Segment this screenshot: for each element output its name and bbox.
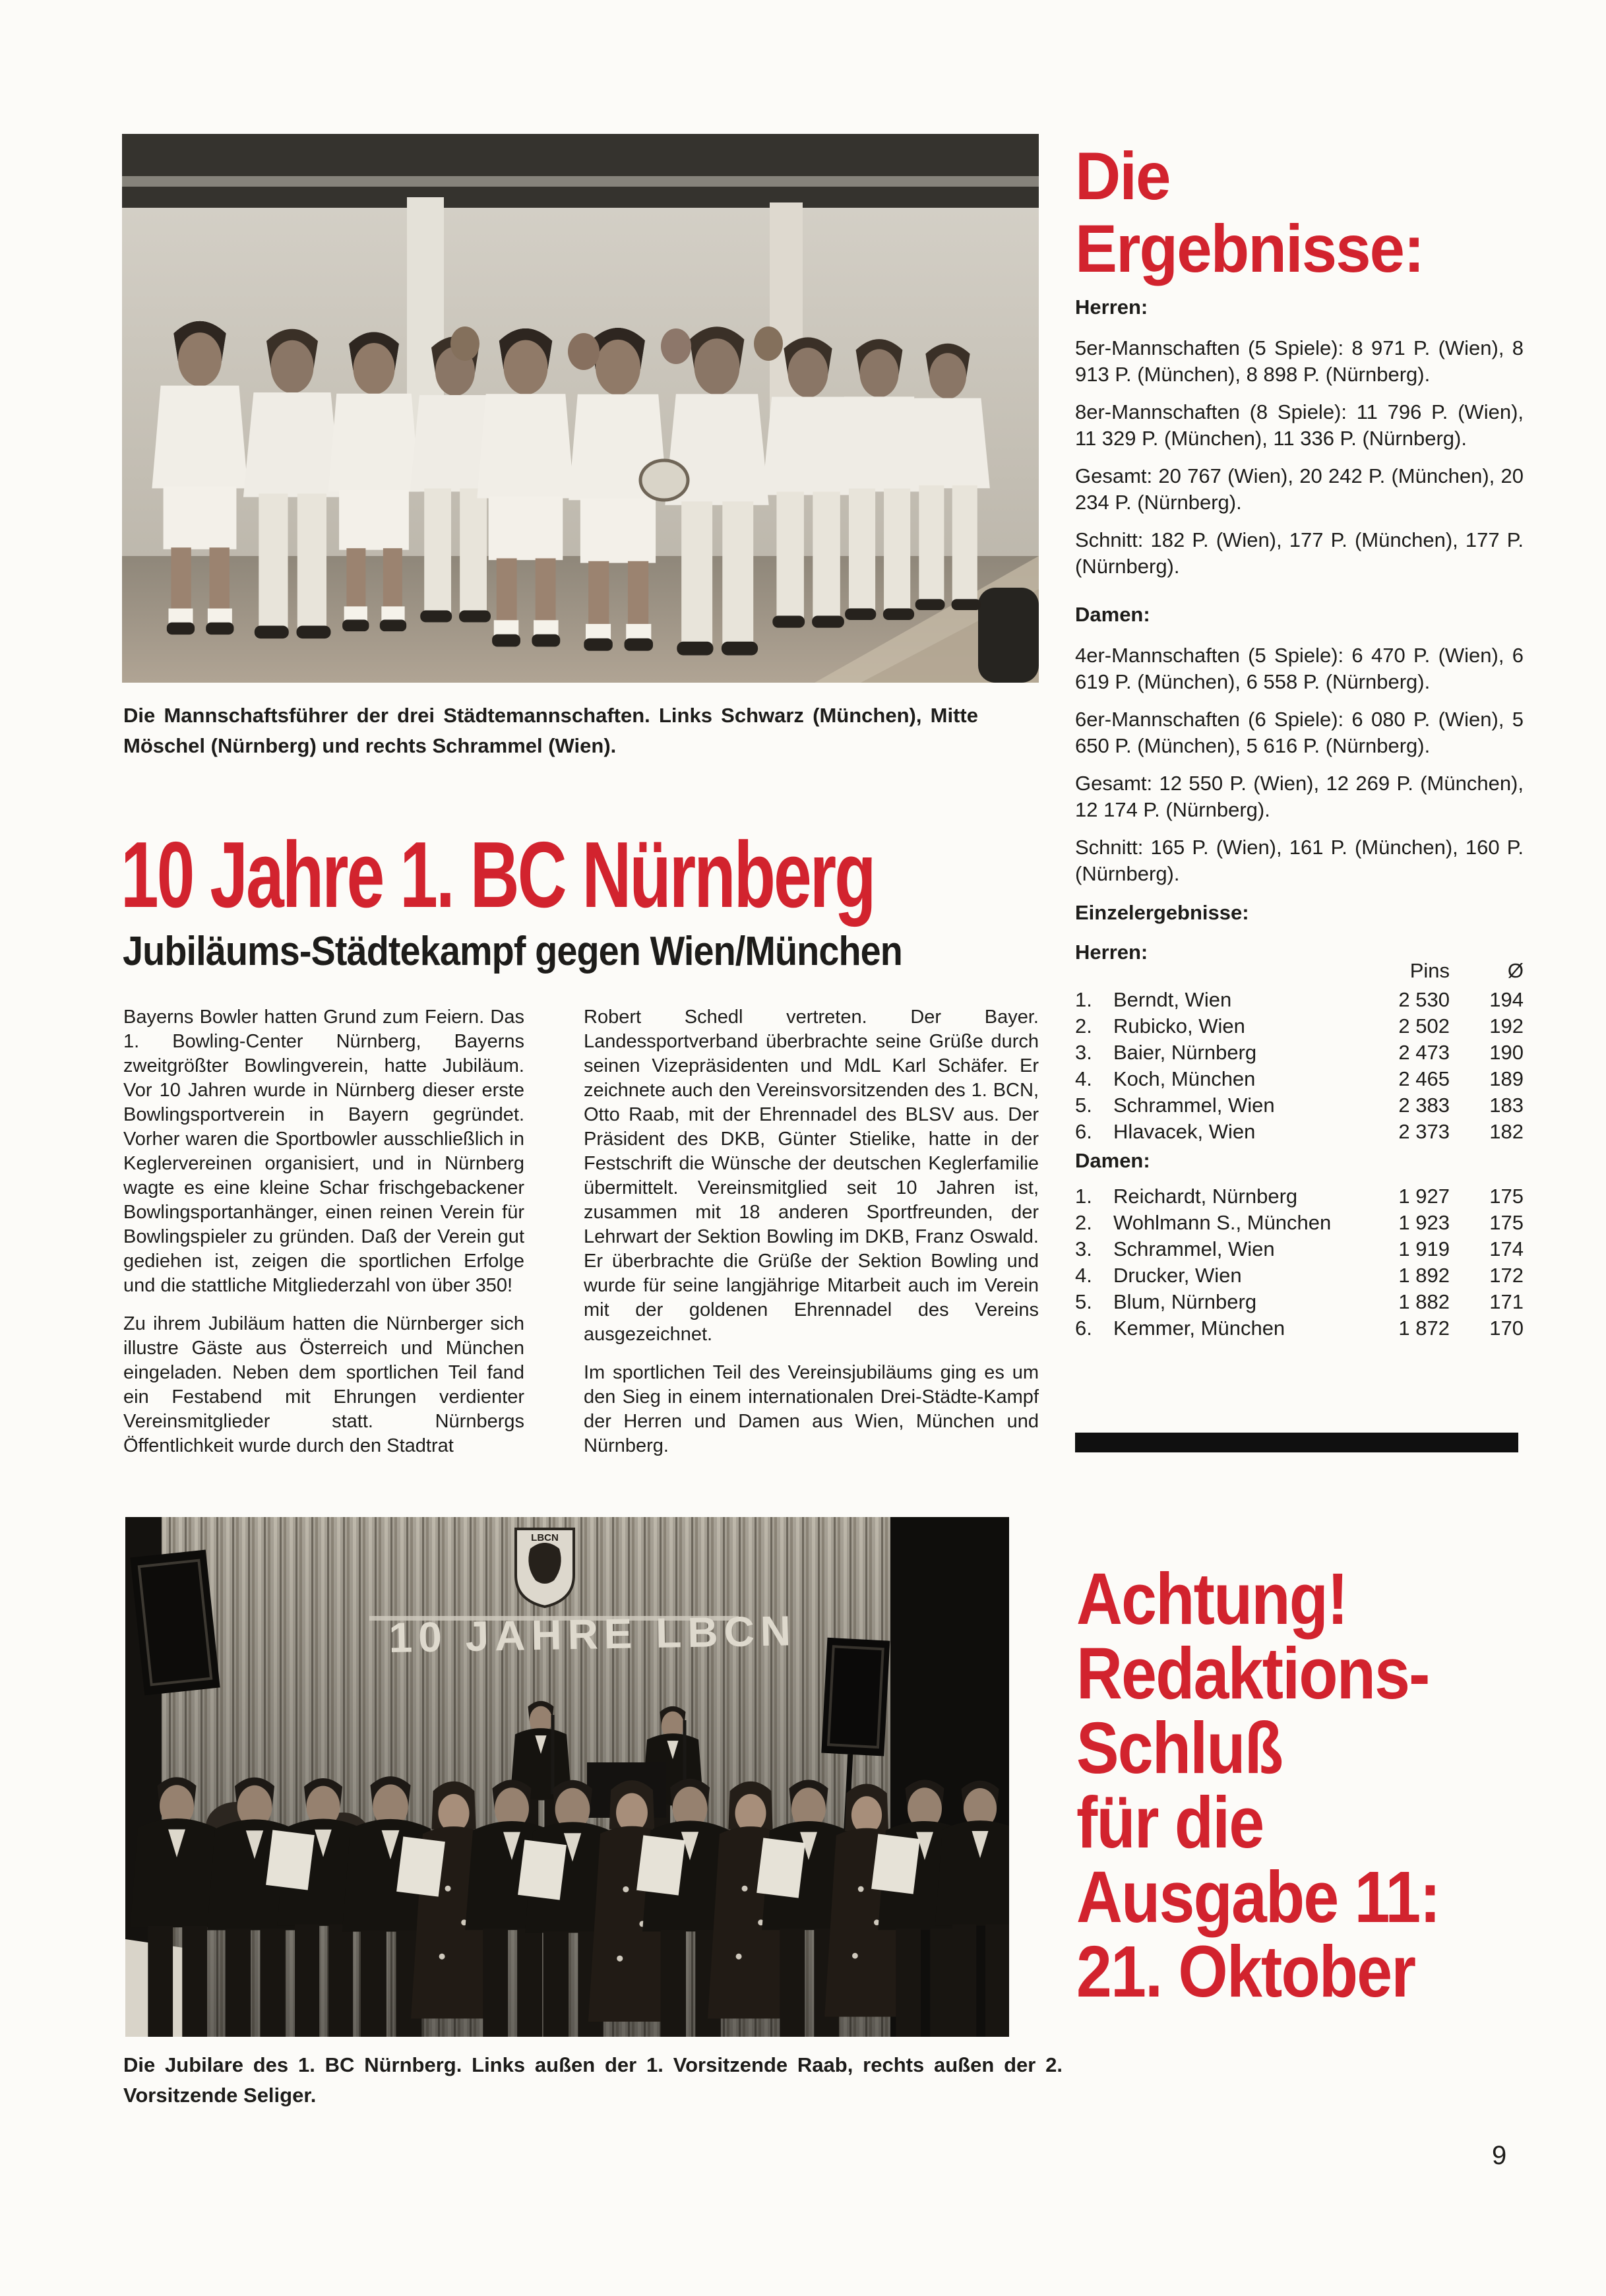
article-paragraph: Bayerns Bowler hatten Grund zum Feiern. Das 1. Bowling-Center Nürnberg, Bayerns zweitgrößter Bowlingverein, hatte Jubiläum. Vor 10 Jahren wurde in Nürnberg dieser erste Bowlingsportverein in Bayern gegründet. Vorher waren die Sportbowler ausschließlich in Keglervereinen organisiert, und in Nürnberg wagte es eine kleine Schar frischgebackener Bowlingsportanhänger, einen reinen Verein für Bowlingspieler zu gründen. Daß der Verein gut gediehen ist, zeigen die sportlichen Erfolge und die stattliche Mitgliederzahl von über 350! [123, 1007, 524, 1296]
pins-column-header: Pins [1409, 959, 1450, 982]
article-paragraph: Im sportlichen Teil des Vereinsjubiläums ging es um den Sieg in einem internationalen Drei-Städte-Kampf der Herren und Damen aus Wien, München und Nürnberg. [584, 1362, 1039, 1456]
article-paragraph: Zu ihrem Jubiläum hatten die Nürnberger sich illustre Gäste aus Österreich und München eingeladen. Neben dem sportlichen Teil fand ein Festabend mit Ehrungen verdienter Vereinsmitglieder statt. Nürnbergs Öffentlichkeit wurde durch den Stadtrat [123, 1313, 524, 1456]
average-column-header: Ø [1507, 959, 1524, 982]
anniversary-sign-text: 10 JAHRE LBCN [388, 1607, 797, 1661]
result-line: Gesamt: 20 767 (Wien), 20 242 P. (München), 20 234 P. (Nürnberg). [1075, 464, 1524, 514]
deadline-notice-line: Ausgabe 11: [1076, 1857, 1440, 1938]
result-line: 4er-Mannschaften (5 Spiele): 6 470 P. (Wien), 6 619 P. (München), 6 558 P. (Nürnberg). [1075, 644, 1524, 693]
result-line: Schnitt: 182 P. (Wien), 177 P. (München), 177 P. (Nürnberg). [1075, 528, 1524, 578]
table-row: 4. Drucker, Wien 1 892 172 [1075, 1264, 1524, 1287]
article-column-2 [584, 1005, 1039, 1458]
club-crest [516, 1529, 574, 1607]
crest-text: LBCN [531, 1532, 559, 1543]
table-row: 6. Hlavacek, Wien 2 373 182 [1075, 1120, 1524, 1143]
result-line: 5er-Mannschaften (5 Spiele): 8 971 P. (Wien), 8 913 P. (München), 8 898 P. (Nürnberg). [1075, 336, 1524, 386]
result-line: 8er-Mannschaften (8 Spiele): 11 796 P. (Wien), 11 329 P. (München), 11 336 P. (Nürnberg). [1075, 400, 1524, 450]
table-row: 2. Wohlmann S., München 1 923 175 [1075, 1211, 1524, 1234]
result-line: 6er-Mannschaften (6 Spiele): 6 080 P. (Wien), 5 650 P. (München), 5 616 P. (Nürnberg). [1075, 708, 1524, 757]
section-label: Herren: [1075, 295, 1148, 319]
table-row: 5. Blum, Nürnberg 1 882 171 [1075, 1290, 1524, 1313]
results-damen-section [1075, 602, 1524, 898]
table-row: 1. Berndt, Wien 2 530 194 [1075, 988, 1524, 1011]
table-row: 3. Baier, Nürnberg 2 473 190 [1075, 1041, 1524, 1064]
page-number: 9 [1492, 2141, 1507, 2170]
table-header [1075, 958, 1524, 984]
top-photo-illustration [122, 134, 1039, 683]
section-label: Damen: [1075, 603, 1150, 626]
results-title-line: Die [1075, 139, 1170, 214]
table-row: 4. Koch, München 2 465 189 [1075, 1067, 1524, 1090]
deadline-notice-line: Achtung! [1076, 1559, 1347, 1640]
deadline-notice-line: 21. Oktober [1076, 1931, 1415, 2012]
bottom-photo-caption: Die Jubilare des 1. BC Nürnberg. Links außen der 1. Vorsitzende Raab, rechts außen der 2. Vorsitzende Seliger. [123, 2053, 1063, 2107]
anniversary-sign [369, 1607, 797, 1661]
bottom-photo-illustration [125, 1517, 1009, 2037]
einzel-damen-label: Damen: [1075, 1149, 1150, 1172]
einzel-herren-label: Herren: [1075, 941, 1148, 964]
result-line: Schnitt: 165 P. (Wien), 161 P. (München), 160 P. (Nürnberg). [1075, 836, 1524, 885]
einzel-herren-table [1075, 987, 1524, 1145]
deadline-notice-line: für die [1076, 1782, 1264, 1863]
result-line: Gesamt: 12 550 P. (Wien), 12 269 P. (München), 12 174 P. (Nürnberg). [1075, 772, 1524, 821]
top-photo [122, 134, 1039, 683]
deadline-notice [1076, 1559, 1489, 2012]
table-row: 3. Schrammel, Wien 1 919 174 [1075, 1237, 1524, 1260]
einzelergebnisse-title: Einzelergebnisse: [1075, 901, 1249, 924]
deadline-notice-line: Schluß [1076, 1708, 1283, 1789]
bottom-photo [125, 1517, 1009, 2037]
results-title-line: Ergebnisse: [1075, 211, 1424, 286]
article-headline: 10 Jahre 1. BC Nürnberg [121, 822, 875, 927]
separator-bar [1075, 1433, 1518, 1452]
article-column-1 [123, 1005, 524, 1458]
deadline-notice-line: Redaktions- [1076, 1633, 1429, 1714]
einzel-damen-table [1075, 1183, 1524, 1342]
table-row: 5. Schrammel, Wien 2 383 183 [1075, 1094, 1524, 1117]
loudspeaker-left [130, 1550, 220, 1696]
table-row: 6. Kemmer, München 1 872 170 [1075, 1317, 1524, 1340]
top-photo-caption: Die Mannschaftsführer der drei Städtemannschaften. Links Schwarz (München), Mitte Möschel (Nürnberg) und rechts Schrammel (Wien). [123, 704, 978, 757]
article-subtitle: Jubiläums-Städtekampf gegen Wien/München [123, 929, 902, 974]
results-title [1075, 140, 1524, 285]
article-paragraph: Robert Schedl vertreten. Der Bayer. Landessportverband überbrachte seine Grüße durch seinen Vizepräsidenten und MdL Karl Schäfer. Er zeichnete auch den Vereinsvorsitzenden des 1. BCN, Otto Raab, mit der Ehrennadel des BLSV aus. Der Präsident des DKB, Günter Stielike, hatte in der Festschrift die Wünsche der deutschen Keglerfamilie übermittelt. Vereinsmitglied seit 10 Jahren ist, zusammen mit 18 anderen Sportfreunden, der Lehrwart der Sektion Bowling im DKB, Franz Oswald. Er überbrachte die Grüße der Sektion Bowling und wurde für seine langjährige Mitarbeit auch im Verein mit der goldenen Ehrennadel des Vereins ausgezeichnet. [584, 1007, 1039, 1345]
results-herren-section [1075, 294, 1524, 591]
table-row: 1. Reichardt, Nürnberg 1 927 175 [1075, 1185, 1524, 1208]
table-row: 2. Rubicko, Wien 2 502 192 [1075, 1014, 1524, 1038]
